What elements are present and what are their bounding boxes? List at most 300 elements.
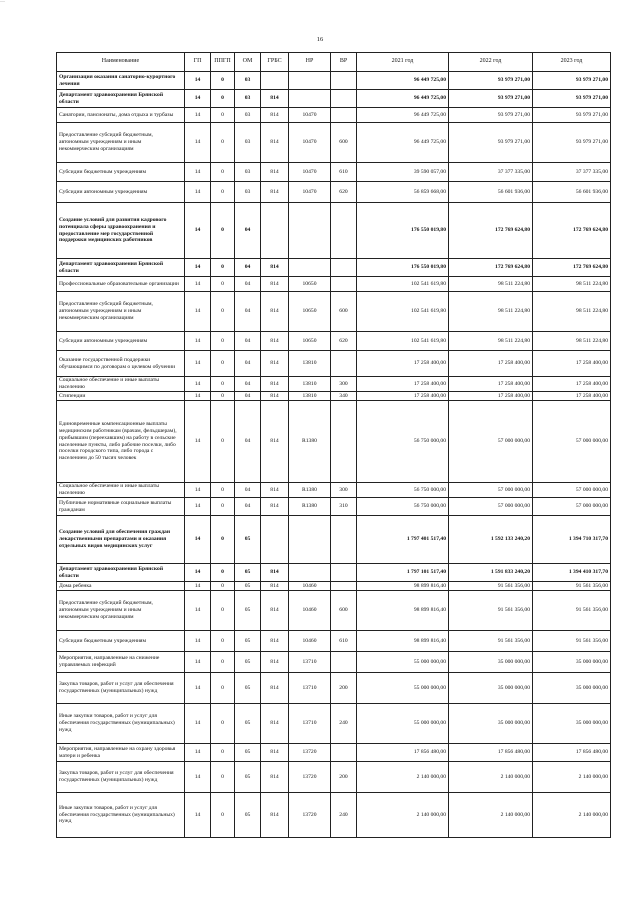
cell-grbs: 814 — [261, 292, 289, 332]
cell-name: Профессиональные образовательные организации — [57, 277, 185, 292]
cell-name: Социальное обеспечение и иные выплаты населению — [57, 483, 185, 498]
cell-ppgp: 0 — [211, 72, 235, 90]
cell-name: Департамент здравоохранения Брянской области — [57, 564, 185, 582]
cell-vr: 600 — [331, 591, 357, 631]
cell-om: 04 — [235, 351, 261, 377]
header-vr: ВР — [331, 53, 357, 72]
cell-om: 05 — [235, 673, 261, 704]
cell-y2023: 93 979 271,00 — [533, 123, 611, 163]
cell-om: 03 — [235, 163, 261, 182]
cell-om: 05 — [235, 582, 261, 591]
table-row — [57, 498, 611, 516]
header-grbs: ГРБС — [261, 53, 289, 72]
cell-nr: 10460 — [289, 591, 331, 631]
cell-y2021: 2 140 000,00 — [357, 793, 449, 838]
cell-name: Санатории, пансионаты, дома отдыха и турбазы — [57, 108, 185, 123]
cell-nr: 10650 — [289, 277, 331, 292]
cell-om: 04 — [235, 377, 261, 392]
cell-grbs: 814 — [261, 762, 289, 793]
cell-nr: 10460 — [289, 582, 331, 591]
header-om: ОМ — [235, 53, 261, 72]
cell-ppgp: 0 — [211, 498, 235, 516]
cell-y2021: 17 258 400,00 — [357, 351, 449, 377]
cell-gp: 14 — [185, 277, 211, 292]
table-row — [57, 123, 611, 163]
cell-ppgp: 0 — [211, 163, 235, 182]
cell-y2022: 91 561 356,00 — [449, 591, 533, 631]
cell-y2021: 98 899 816,40 — [357, 631, 449, 652]
cell-gp: 14 — [185, 292, 211, 332]
cell-nr: 13720 — [289, 762, 331, 793]
cell-y2021: 102 541 619,80 — [357, 277, 449, 292]
cell-om: 03 — [235, 182, 261, 203]
cell-ppgp: 0 — [211, 704, 235, 744]
header-2023: 2023 год — [533, 53, 611, 72]
cell-ppgp: 0 — [211, 516, 235, 564]
cell-ppgp: 0 — [211, 591, 235, 631]
cell-name: Создание условий для обеспечения граждан лекарственными препаратами и оказания отдельных видов медицинских услуг — [57, 516, 185, 564]
cell-vr — [331, 516, 357, 564]
cell-nr: 10470 — [289, 182, 331, 203]
cell-y2023: 1 394 710 317,70 — [533, 516, 611, 564]
cell-y2022: 93 979 271,00 — [449, 123, 533, 163]
cell-y2022: 56 601 936,00 — [449, 182, 533, 203]
cell-ppgp: 0 — [211, 203, 235, 259]
cell-grbs: 814 — [261, 744, 289, 762]
table-row — [57, 203, 611, 259]
cell-y2021: 176 550 019,80 — [357, 259, 449, 277]
cell-grbs: 814 — [261, 793, 289, 838]
cell-nr: 13720 — [289, 744, 331, 762]
cell-ppgp: 0 — [211, 582, 235, 591]
cell-y2022: 1 591 833 240,20 — [449, 564, 533, 582]
cell-y2022: 57 000 000,00 — [449, 483, 533, 498]
cell-nr — [289, 203, 331, 259]
cell-y2022: 35 000 000,00 — [449, 704, 533, 744]
cell-vr: 610 — [331, 163, 357, 182]
cell-vr: 200 — [331, 673, 357, 704]
cell-y2022: 98 511 224,80 — [449, 277, 533, 292]
cell-gp: 14 — [185, 377, 211, 392]
table-row — [57, 704, 611, 744]
cell-vr: 300 — [331, 483, 357, 498]
cell-name: Дома ребенка — [57, 582, 185, 591]
cell-vr: 310 — [331, 498, 357, 516]
cell-name: Единовременные компенсационные выплаты медицинским работникам (врачам, фельдшерам), прибывшим (переехавшим) на работу в сельские населенные пункты, либо рабочие поселки, либо поселки городского типа, либо города с населением до 50 тысяч человек — [57, 401, 185, 483]
header-2021: 2021 год — [357, 53, 449, 72]
cell-y2021: 98 899 816,40 — [357, 582, 449, 591]
cell-gp: 14 — [185, 332, 211, 351]
cell-grbs: 814 — [261, 704, 289, 744]
cell-vr: 620 — [331, 332, 357, 351]
cell-name: Закупка товаров, работ и услуг для обеспечения государственных (муниципальных) нужд — [57, 673, 185, 704]
cell-y2021: 1 797 101 517,40 — [357, 564, 449, 582]
cell-om: 05 — [235, 762, 261, 793]
cell-om: 05 — [235, 704, 261, 744]
cell-y2022: 57 000 000,00 — [449, 498, 533, 516]
cell-vr: 600 — [331, 123, 357, 163]
cell-y2021: 39 590 057,00 — [357, 163, 449, 182]
cell-vr — [331, 277, 357, 292]
cell-y2021: 96 449 725,00 — [357, 72, 449, 90]
cell-vr: 200 — [331, 762, 357, 793]
table-row — [57, 582, 611, 591]
cell-gp: 14 — [185, 516, 211, 564]
cell-y2021: 1 797 401 517,40 — [357, 516, 449, 564]
cell-grbs: 814 — [261, 351, 289, 377]
cell-vr — [331, 108, 357, 123]
cell-y2023: 17 258 400,00 — [533, 377, 611, 392]
cell-y2023: 1 394 410 317,70 — [533, 564, 611, 582]
cell-y2023: 172 769 624,80 — [533, 203, 611, 259]
cell-y2023: 17 856 480,00 — [533, 744, 611, 762]
cell-y2023: 93 979 271,00 — [533, 90, 611, 108]
cell-y2022: 91 561 356,00 — [449, 582, 533, 591]
cell-ppgp: 0 — [211, 259, 235, 277]
cell-name: Иные закупки товаров, работ и услуг для обеспечения государственных (муниципальных) нужд — [57, 793, 185, 838]
table-row — [57, 516, 611, 564]
cell-gp: 14 — [185, 163, 211, 182]
table-row — [57, 652, 611, 673]
table-row — [57, 591, 611, 631]
cell-y2021: 17 258 400,00 — [357, 392, 449, 401]
cell-grbs: 814 — [261, 123, 289, 163]
cell-om: 04 — [235, 292, 261, 332]
table-body — [57, 72, 611, 838]
cell-gp: 14 — [185, 401, 211, 483]
cell-grbs: 814 — [261, 498, 289, 516]
cell-y2023: 93 979 271,00 — [533, 108, 611, 123]
cell-grbs: 814 — [261, 90, 289, 108]
cell-vr: 340 — [331, 392, 357, 401]
cell-y2022: 91 561 356,00 — [449, 631, 533, 652]
cell-grbs: 814 — [261, 277, 289, 292]
cell-y2021: 55 000 000,00 — [357, 704, 449, 744]
cell-om: 05 — [235, 652, 261, 673]
cell-grbs: 814 — [261, 591, 289, 631]
cell-om: 05 — [235, 744, 261, 762]
cell-nr — [289, 72, 331, 90]
cell-ppgp: 0 — [211, 90, 235, 108]
table-row — [57, 564, 611, 582]
cell-om: 03 — [235, 123, 261, 163]
cell-nr: 10650 — [289, 292, 331, 332]
cell-y2022: 57 000 000,00 — [449, 401, 533, 483]
cell-vr: 620 — [331, 182, 357, 203]
cell-ppgp: 0 — [211, 292, 235, 332]
cell-nr: 13710 — [289, 652, 331, 673]
cell-gp: 14 — [185, 351, 211, 377]
cell-name: Мероприятия, направленные на снижение управляемых инфекций — [57, 652, 185, 673]
cell-y2021: 17 856 480,00 — [357, 744, 449, 762]
cell-y2022: 37 377 335,00 — [449, 163, 533, 182]
cell-name: Закупка товаров, работ и услуг для обеспечения государственных (муниципальных) нужд — [57, 762, 185, 793]
cell-ppgp: 0 — [211, 762, 235, 793]
cell-om: 04 — [235, 401, 261, 483]
cell-om: 03 — [235, 72, 261, 90]
cell-gp: 14 — [185, 483, 211, 498]
cell-name: Субсидии автономным учреждениям — [57, 182, 185, 203]
cell-vr: 240 — [331, 704, 357, 744]
cell-vr — [331, 90, 357, 108]
cell-gp: 14 — [185, 203, 211, 259]
cell-ppgp: 0 — [211, 332, 235, 351]
cell-gp: 14 — [185, 498, 211, 516]
cell-vr — [331, 72, 357, 90]
cell-grbs: 814 — [261, 652, 289, 673]
cell-nr — [289, 259, 331, 277]
cell-y2021: 98 899 816,40 — [357, 591, 449, 631]
cell-ppgp: 0 — [211, 652, 235, 673]
cell-grbs: 814 — [261, 401, 289, 483]
cell-nr: 10470 — [289, 108, 331, 123]
cell-y2023: 37 377 335,00 — [533, 163, 611, 182]
table-row — [57, 392, 611, 401]
cell-y2023: 35 000 000,00 — [533, 704, 611, 744]
cell-y2021: 96 449 725,00 — [357, 90, 449, 108]
cell-gp: 14 — [185, 182, 211, 203]
cell-y2022: 93 979 271,00 — [449, 108, 533, 123]
cell-name: Мероприятия, направленные на охрану здоровья матери и ребенка — [57, 744, 185, 762]
cell-gp: 14 — [185, 673, 211, 704]
cell-grbs: 814 — [261, 582, 289, 591]
cell-y2023: 2 140 000,00 — [533, 793, 611, 838]
cell-nr: 10470 — [289, 163, 331, 182]
cell-grbs — [261, 203, 289, 259]
cell-name: Социальное обеспечение и иные выплаты населению — [57, 377, 185, 392]
cell-vr: 300 — [331, 377, 357, 392]
table-row — [57, 259, 611, 277]
cell-y2023: 2 140 000,00 — [533, 762, 611, 793]
cell-y2023: 98 511 224,80 — [533, 292, 611, 332]
cell-gp: 14 — [185, 652, 211, 673]
cell-y2021: 55 000 000,00 — [357, 673, 449, 704]
cell-nr: 10650 — [289, 332, 331, 351]
cell-nr: 13810 — [289, 392, 331, 401]
table-row — [57, 182, 611, 203]
cell-y2022: 93 979 271,00 — [449, 90, 533, 108]
cell-grbs: 814 — [261, 392, 289, 401]
cell-gp: 14 — [185, 564, 211, 582]
cell-name: Предоставление субсидий бюджетным, автономным учреждениям и иным некоммерческим организациям — [57, 123, 185, 163]
cell-gp: 14 — [185, 123, 211, 163]
table-row — [57, 72, 611, 90]
cell-grbs: 814 — [261, 377, 289, 392]
cell-y2023: 57 000 000,00 — [533, 401, 611, 483]
cell-ppgp: 0 — [211, 631, 235, 652]
cell-ppgp: 0 — [211, 483, 235, 498]
cell-vr — [331, 564, 357, 582]
table-row — [57, 744, 611, 762]
cell-name: Публичные нормативные социальные выплаты гражданам — [57, 498, 185, 516]
cell-name: Субсидии бюджетным учреждениям — [57, 163, 185, 182]
cell-y2022: 98 511 224,80 — [449, 332, 533, 351]
cell-y2022: 2 140 000,00 — [449, 793, 533, 838]
cell-om: 04 — [235, 483, 261, 498]
table-row — [57, 163, 611, 182]
cell-vr: 600 — [331, 292, 357, 332]
cell-gp: 14 — [185, 591, 211, 631]
cell-ppgp: 0 — [211, 182, 235, 203]
cell-y2021: 176 550 019,80 — [357, 203, 449, 259]
cell-om: 04 — [235, 332, 261, 351]
table-row — [57, 762, 611, 793]
cell-nr: R1380 — [289, 498, 331, 516]
cell-name: Департамент здравоохранения Брянской области — [57, 90, 185, 108]
cell-vr — [331, 582, 357, 591]
cell-nr — [289, 564, 331, 582]
cell-grbs: 814 — [261, 332, 289, 351]
cell-y2022: 17 856 480,00 — [449, 744, 533, 762]
cell-ppgp: 0 — [211, 744, 235, 762]
cell-ppgp: 0 — [211, 793, 235, 838]
cell-y2021: 17 258 400,00 — [357, 377, 449, 392]
table-row — [57, 483, 611, 498]
header-row — [57, 53, 611, 72]
header-nr: НР — [289, 53, 331, 72]
budget-table — [56, 52, 611, 838]
table-row — [57, 351, 611, 377]
cell-ppgp: 0 — [211, 673, 235, 704]
cell-y2023: 91 561 356,00 — [533, 631, 611, 652]
cell-y2022: 98 511 224,80 — [449, 292, 533, 332]
cell-y2021: 56 750 000,00 — [357, 483, 449, 498]
cell-ppgp: 0 — [211, 351, 235, 377]
cell-y2023: 35 000 000,00 — [533, 673, 611, 704]
cell-y2022: 35 000 000,00 — [449, 673, 533, 704]
cell-y2023: 56 601 936,00 — [533, 182, 611, 203]
cell-gp: 14 — [185, 582, 211, 591]
cell-om: 04 — [235, 498, 261, 516]
cell-gp: 14 — [185, 744, 211, 762]
header-name: Наименование — [57, 53, 185, 72]
cell-vr: 240 — [331, 793, 357, 838]
cell-name: Организация оказания санаторно-курортного лечения — [57, 72, 185, 90]
cell-om: 03 — [235, 108, 261, 123]
cell-ppgp: 0 — [211, 564, 235, 582]
cell-y2023: 91 561 356,00 — [533, 591, 611, 631]
table-row — [57, 631, 611, 652]
cell-nr: R1380 — [289, 401, 331, 483]
cell-ppgp: 0 — [211, 123, 235, 163]
cell-nr: 13720 — [289, 793, 331, 838]
cell-vr — [331, 652, 357, 673]
cell-vr: 610 — [331, 631, 357, 652]
cell-ppgp: 0 — [211, 377, 235, 392]
cell-y2022: 1 592 133 240,20 — [449, 516, 533, 564]
cell-y2023: 17 258 400,00 — [533, 351, 611, 377]
cell-gp: 14 — [185, 72, 211, 90]
cell-nr: 13810 — [289, 351, 331, 377]
cell-gp: 14 — [185, 392, 211, 401]
table-row — [57, 292, 611, 332]
cell-y2021: 56 750 000,00 — [357, 401, 449, 483]
cell-y2021: 2 140 000,00 — [357, 762, 449, 793]
cell-nr: 10460 — [289, 631, 331, 652]
cell-om: 05 — [235, 591, 261, 631]
cell-ppgp: 0 — [211, 108, 235, 123]
cell-nr: 13810 — [289, 377, 331, 392]
cell-name: Создание условий для развития кадрового потенциала сферы здравоохранения и предоставление мер государственной поддержки медицинских работников — [57, 203, 185, 259]
cell-name: Субсидии автономным учреждениям — [57, 332, 185, 351]
cell-y2022: 17 258 400,00 — [449, 351, 533, 377]
cell-y2023: 93 979 271,00 — [533, 72, 611, 90]
cell-name: Оказание государственной поддержки обучающимся по договорам о целевом обучении — [57, 351, 185, 377]
cell-y2023: 17 258 400,00 — [533, 392, 611, 401]
cell-om: 03 — [235, 90, 261, 108]
cell-y2023: 35 000 000,00 — [533, 652, 611, 673]
cell-y2023: 57 000 000,00 — [533, 483, 611, 498]
cell-y2023: 172 769 624,80 — [533, 259, 611, 277]
cell-nr — [289, 516, 331, 564]
cell-nr: R1380 — [289, 483, 331, 498]
table-row — [57, 108, 611, 123]
cell-vr — [331, 351, 357, 377]
cell-gp: 14 — [185, 90, 211, 108]
cell-y2023: 91 561 356,00 — [533, 582, 611, 591]
cell-om: 05 — [235, 631, 261, 652]
cell-grbs — [261, 516, 289, 564]
cell-grbs — [261, 72, 289, 90]
cell-gp: 14 — [185, 762, 211, 793]
cell-gp: 14 — [185, 793, 211, 838]
cell-grbs: 814 — [261, 483, 289, 498]
table-row — [57, 793, 611, 838]
cell-vr — [331, 203, 357, 259]
cell-gp: 14 — [185, 704, 211, 744]
cell-grbs: 814 — [261, 182, 289, 203]
cell-y2021: 102 541 619,80 — [357, 332, 449, 351]
cell-ppgp: 0 — [211, 401, 235, 483]
cell-y2023: 57 000 000,00 — [533, 498, 611, 516]
cell-nr — [289, 90, 331, 108]
cell-grbs: 814 — [261, 259, 289, 277]
cell-nr: 13710 — [289, 673, 331, 704]
cell-name: Иные закупки товаров, работ и услуг для обеспечения государственных (муниципальных) нужд — [57, 704, 185, 744]
header-ppgp: ППГП — [211, 53, 235, 72]
cell-grbs: 814 — [261, 631, 289, 652]
cell-nr: 10470 — [289, 123, 331, 163]
cell-grbs: 814 — [261, 163, 289, 182]
cell-grbs: 814 — [261, 673, 289, 704]
cell-y2021: 55 000 000,00 — [357, 652, 449, 673]
cell-om: 05 — [235, 516, 261, 564]
cell-om: 05 — [235, 793, 261, 838]
cell-name: Департамент здравоохранения Брянской области — [57, 259, 185, 277]
cell-y2021: 96 449 725,00 — [357, 123, 449, 163]
cell-om: 04 — [235, 277, 261, 292]
cell-y2021: 56 750 000,00 — [357, 498, 449, 516]
cell-om: 05 — [235, 564, 261, 582]
cell-name: Предоставление субсидий бюджетным, автономным учреждениям и иным некоммерческим организациям — [57, 292, 185, 332]
cell-ppgp: 0 — [211, 277, 235, 292]
table-row — [57, 377, 611, 392]
table-row — [57, 277, 611, 292]
cell-y2023: 98 511 224,80 — [533, 277, 611, 292]
cell-y2022: 172 769 624,80 — [449, 203, 533, 259]
cell-gp: 14 — [185, 108, 211, 123]
cell-y2023: 98 511 224,80 — [533, 332, 611, 351]
cell-y2022: 17 258 400,00 — [449, 377, 533, 392]
table-row — [57, 332, 611, 351]
cell-om: 04 — [235, 203, 261, 259]
cell-grbs: 814 — [261, 108, 289, 123]
cell-y2022: 2 140 000,00 — [449, 762, 533, 793]
table-row — [57, 401, 611, 483]
cell-om: 04 — [235, 392, 261, 401]
header-2022: 2022 год — [449, 53, 533, 72]
cell-y2022: 93 979 271,00 — [449, 72, 533, 90]
